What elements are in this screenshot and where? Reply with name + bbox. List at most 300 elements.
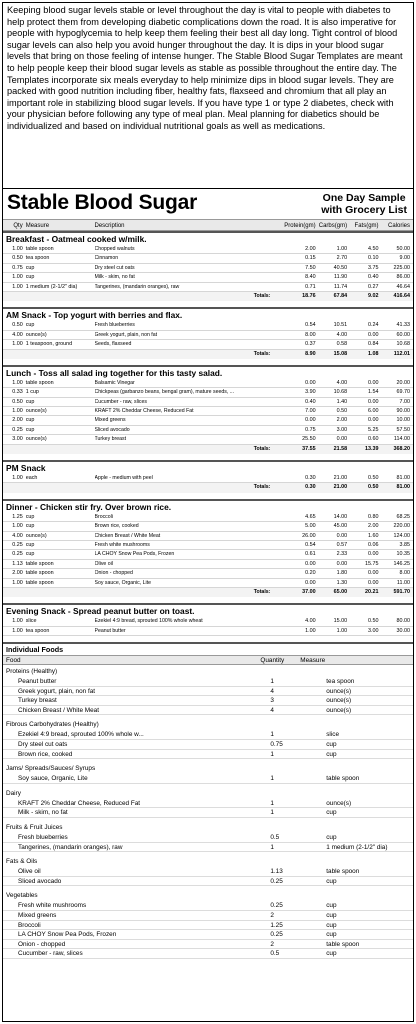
food-name: Sliced avocado [18,877,62,885]
row-description: Turkey breast [94,436,127,443]
food-measure: ounce(s) [326,687,352,695]
row-fats: 0.00 [368,417,379,424]
row-qty: 4.00 [12,331,23,338]
food-measure: ounce(s) [326,697,352,705]
row-measure: 1 cup [25,389,39,396]
row-description: Soy sauce, Organic, Lite [94,579,152,586]
row-description: Mixed greens [94,417,126,424]
row-measure: table spoon [25,570,54,577]
food-name: Dry steel cut oats [18,741,68,749]
food-quantity: 0.25 [270,931,283,939]
food-quantity: 4 [270,706,274,714]
row-protein: 0.61 [305,551,316,558]
meal-section [3,231,413,307]
row-carbs: 1.80 [336,570,348,577]
row-carbs: 0.00 [336,560,348,567]
row-qty: 1.00 [12,627,23,634]
row-fats: 0.60 [368,436,379,443]
food-measure: tea spoon [326,678,355,686]
table-row [3,569,413,578]
food-quantity: 1.25 [270,921,283,929]
table-row [3,435,413,444]
food-measure: cup [326,950,337,958]
row-protein: 0.37 [305,341,316,348]
total-fats: 0.50 [368,484,379,491]
meal-rows [3,379,413,454]
food-quantity: 2 [270,912,274,920]
meal-title: Lunch - Toss all salad ing together for this tasty salad. [3,367,413,379]
row-fats: 0.24 [368,322,379,329]
meal-rows [3,474,413,493]
row-protein: 4.00 [305,618,316,625]
food-name: Ezekiel 4:9 bread, sprouted 100% whole w... [18,731,144,739]
row-calories: 146.25 [393,560,410,567]
food-name: Broccoli [18,921,41,929]
row-calories: 57.50 [396,426,410,433]
meal-rows [3,245,413,301]
category-title: Vegetables [6,892,38,900]
row-protein: 0.00 [305,417,316,424]
row-carbs: 4.00 [336,331,348,338]
row-protein: 0.54 [305,322,316,329]
row-carbs: 0.50 [336,408,348,415]
food-name: Onion - chopped [18,940,66,948]
table-row [3,627,413,636]
food-row [3,687,413,697]
food-quantity: 1 [270,799,274,807]
row-protein: 2.00 [305,246,316,252]
food-measure: ounce(s) [326,706,352,714]
row-protein: 8.40 [305,274,316,281]
row-fats: 0.00 [368,579,379,586]
food-row [3,921,413,931]
total-calories: 416.64 [393,292,410,299]
row-protein: 0.20 [305,570,316,577]
row-measure: cup [25,264,35,271]
food-measure: cup [326,809,337,817]
row-calories: 69.70 [396,389,410,396]
row-description: Apple - medium with peel [94,475,153,482]
row-measure: cup [25,322,35,329]
intro-paragraph: Keeping blood sugar levels stable or level throughout the day is vital to people with diabetes to help protect them from developing diabetic complications down the road. It is also imperative for people with hypoglycemia to help keep them feeling their best all day long. Tight control of blood sugar levels can also help you avoid hunger throughout the day. It is dips in your blood sugar levels that bring on those feeling of intense hunger. The Stable Blood Sugar Templates are meant to help people keep their blood sugar levels as stable as possible throughout the entire day. The Templates incorporate six meals everyday to help minimize dips in blood sugar levels. They are packed with good nutrition including fiber, healthy fats, flaxseed and chromium that all play an important role in stabilizing blood sugar levels. If you have type 1 or type 2 diabetes, check with your physician before following any type of meal plan. Meal planning for diabetics should be individualized and based on individual nutritional goals as well as medications. [3,3,413,189]
table-row [3,550,413,559]
col-food-measure: Measure [300,657,326,665]
food-name: Cucumber - raw, slices [18,950,83,958]
row-carbs: 11.90 [334,274,348,281]
total-protein: 0.30 [305,484,316,491]
row-qty: 1.00 [12,341,23,348]
row-description: Ezekiel 4:9 bread, sprouted 100% whole wheat [94,618,203,625]
category-list [3,667,413,959]
table-row [3,273,413,282]
totals-label: Totals: [253,484,271,491]
row-qty: 1.00 [12,246,23,252]
food-name: Fresh white mushrooms [18,902,87,910]
food-name: Peanut butter [18,678,57,686]
row-calories: 41.33 [396,322,410,329]
row-calories: 46.64 [396,283,410,290]
meal-title: PM Snack [3,462,413,474]
col-calories: Calories [387,223,410,229]
food-row [3,740,413,750]
row-qty: 0.50 [12,398,23,405]
food-measure: table spoon [326,940,360,948]
food-quantity: 1 [270,843,274,851]
row-fats: 0.00 [368,551,379,558]
food-quantity: 1 [270,678,274,686]
category-title: Fats & Oils [6,858,38,866]
row-measure: ounce(s) [25,408,47,415]
row-calories: 50.00 [396,246,410,252]
food-measure: cup [326,834,337,842]
row-qty: 0.33 [12,389,23,396]
food-quantity: 0.75 [270,741,283,749]
totals-spacer [6,483,26,492]
plan-header [3,189,413,219]
food-row [3,911,413,921]
row-fats: 0.27 [368,283,379,290]
row-description: Milk - skim, no fat [94,274,135,281]
row-carbs: 0.00 [336,436,348,443]
food-measure: table spoon [326,868,360,876]
food-measure: cup [326,921,337,929]
food-row [3,677,413,687]
row-protein: 0.54 [305,541,316,548]
row-description: Greek yogurt, plain, non fat [94,331,158,338]
individual-foods-title: Individual Foods [6,645,64,655]
sample-subtitle [321,192,407,216]
row-description: Sliced avocado [94,426,130,433]
meal-section [3,307,413,365]
table-row [3,416,413,425]
row-qty: 0.25 [12,541,23,548]
row-carbs: 4.00 [336,379,348,386]
row-qty: 0.50 [12,255,23,262]
total-calories: 112.01 [393,350,410,357]
row-description: Cucumber - raw, slices [94,398,147,405]
table-row [3,541,413,550]
meal-table-header [3,219,413,231]
row-fats: 2.00 [368,523,379,530]
totals-spacer [26,350,95,359]
row-description: Balsamic Vinegar [94,379,135,386]
row-measure: 1 teaspoon, ground [25,341,73,348]
table-row [3,245,413,254]
meal-rows [3,617,413,636]
total-protein: 37.55 [302,445,316,452]
row-calories: 10.68 [396,341,410,348]
row-qty: 4.00 [12,532,23,539]
row-fats: 15.75 [365,560,379,567]
row-carbs: 0.57 [336,541,348,548]
row-carbs: 45.00 [333,523,348,530]
food-row [3,706,413,716]
row-calories: 30.00 [396,627,410,634]
row-calories: 124.00 [393,532,410,539]
row-description: Tangerines, (mandarin oranges), raw [94,283,180,290]
row-fats: 0.40 [368,274,379,281]
row-measure: cup [25,398,35,405]
row-fats: 0.80 [368,513,379,520]
row-qty: 0.75 [12,264,23,271]
meal-section [3,460,413,499]
totals-spacer [26,588,95,597]
row-description: Chopped walnuts [94,246,135,252]
food-quantity: 1 [270,750,274,758]
totals-row [3,588,413,597]
row-description: Chicken Breast / White Meat [94,532,161,539]
meal-title: Evening Snack - Spread peanut butter on toast. [3,605,413,617]
row-measure: cup [25,274,35,281]
plan-title: Stable Blood Sugar [7,191,198,214]
table-row [3,398,413,407]
row-measure: ounce(s) [25,532,47,539]
row-fats: 0.00 [368,379,379,386]
row-protein: 0.15 [305,255,316,262]
col-carbs: Carbs(gm) [318,223,348,229]
table-row [3,513,413,522]
row-protein: 26.00 [302,532,316,539]
totals-spacer [26,292,95,301]
meal-rows [3,513,413,598]
food-row [3,774,413,784]
total-protein: 8.90 [305,350,316,357]
total-carbs: 67.84 [333,292,348,299]
totals-row [3,350,413,359]
row-description: Cinnamon [94,255,119,262]
totals-spacer [26,445,95,454]
row-carbs: 2.70 [336,255,348,262]
table-row [3,379,413,388]
total-calories: 81.00 [396,484,410,491]
totals-label: Totals: [253,588,271,595]
row-carbs: 15.00 [333,618,348,625]
col-protein: Protein(gm) [284,223,316,229]
meal-title: Dinner - Chicken stir fry. Over brown rice. [3,501,413,513]
food-name: Brown rice, cooked [18,750,73,758]
totals-label: Totals: [253,445,271,452]
total-carbs: 21.00 [333,484,348,491]
meal-list [3,231,413,642]
row-calories: 8.00 [399,570,410,577]
row-fats: 3.75 [368,264,379,271]
row-protein: 0.71 [305,283,316,290]
row-carbs: 1.40 [336,398,348,405]
food-name: Fresh blueberries [18,834,68,842]
category-title: Fibrous Carbohydrates (Healthy) [6,721,99,729]
food-name: Chicken Breast / White Meat [18,706,99,714]
row-measure: table spoon [25,560,54,567]
row-carbs: 11.74 [334,283,348,290]
row-fats: 3.00 [368,627,379,634]
row-calories: 60.00 [396,331,410,338]
food-name: KRAFT 2% Cheddar Cheese, Reduced Fat [18,799,141,807]
row-carbs: 40.50 [333,264,348,271]
row-calories: 20.00 [396,379,410,386]
col-description: Description [94,223,125,229]
category-title: Fruits & Fruit Juices [6,824,63,832]
row-description: Peanut butter [94,627,126,634]
food-quantity: 4 [270,687,274,695]
row-description: Onion - chopped [94,570,133,577]
row-qty: 0.25 [12,426,23,433]
col-qty: Qty [13,223,23,229]
row-fats: 0.50 [368,618,379,625]
row-carbs: 1.30 [336,579,348,586]
table-row [3,283,413,292]
totals-label: Totals: [253,350,271,357]
food-measure: cup [326,931,337,939]
row-protein: 0.40 [305,398,316,405]
food-quantity: 3 [270,697,274,705]
row-fats: 0.00 [368,570,379,577]
row-measure: 1 medium (2-1/2" dia) [25,283,78,290]
table-row [3,321,413,330]
row-qty: 1.00 [12,618,23,625]
meal-title: Breakfast - Oatmeal cooked w/milk. [3,233,413,245]
row-measure: ounce(s) [25,436,47,443]
food-row [3,843,413,853]
row-description: KRAFT 2% Cheddar Cheese, Reduced Fat [94,408,194,415]
totals-spacer [6,350,26,359]
category-title: Proteins (Healthy) [6,668,58,676]
food-row [3,730,413,740]
row-calories: 7.00 [399,398,410,405]
food-name: Soy sauce, Organic, Lite [18,775,88,783]
food-quantity: 0.25 [270,877,283,885]
row-calories: 114.00 [393,436,410,443]
row-measure: cup [25,541,35,548]
row-fats: 5.25 [368,426,379,433]
food-row [3,867,413,877]
row-qty: 1.00 [12,283,23,290]
row-calories: 220.00 [393,523,410,530]
food-row [3,833,413,843]
row-protein: 4.65 [305,513,316,520]
row-description: Fresh white mushrooms [94,541,150,548]
meal-rows [3,321,413,359]
row-protein: 7.00 [305,408,316,415]
row-fats: 1.60 [368,532,379,539]
row-carbs: 2.33 [336,551,348,558]
food-row [3,940,413,950]
row-protein: 1.00 [305,627,316,634]
row-protein: 0.30 [305,475,316,482]
row-protein: 0.75 [305,426,316,433]
total-calories: 368.20 [393,445,410,452]
food-row [3,808,413,818]
table-row [3,331,413,340]
food-name: Olive oil [18,868,41,876]
row-measure: cup [25,513,35,520]
row-calories: 11.00 [396,579,410,586]
row-fats: 6.00 [368,408,379,415]
row-measure: ounce(s) [25,331,47,338]
row-calories: 10.35 [396,551,410,558]
food-quantity: 2 [270,940,274,948]
row-carbs: 2.00 [336,417,348,424]
row-description: Olive oil [94,560,113,567]
row-measure: cup [25,523,35,530]
page-frame [2,2,414,1022]
sample-line-2: with Grocery List [321,204,407,216]
row-protein: 0.00 [305,579,316,586]
table-row [3,407,413,416]
individual-foods-header [3,655,413,665]
total-carbs: 21.58 [333,445,348,452]
row-carbs: 21.00 [333,475,348,482]
totals-spacer [6,445,26,454]
row-measure: tea spoon [25,255,50,262]
row-fats: 0.00 [368,398,379,405]
row-carbs: 14.00 [333,513,348,520]
row-qty: 1.00 [12,408,23,415]
row-measure: slice [25,618,37,625]
food-name: Greek yogurt, plain, non fat [18,687,96,695]
row-carbs: 1.00 [336,246,348,252]
col-measure: Measure [25,223,50,229]
row-calories: 80.00 [396,618,410,625]
row-measure: cup [25,417,35,424]
table-row [3,522,413,531]
table-row [3,426,413,435]
row-qty: 1.00 [12,579,23,586]
food-quantity: 1 [270,809,274,817]
row-protein: 8.00 [305,331,316,338]
food-measure: slice [326,731,340,739]
category-title: Dairy [6,789,21,797]
col-food: Food [6,657,21,665]
row-calories: 68.25 [396,513,410,520]
row-carbs: 1.00 [336,627,348,634]
row-protein: 7.50 [305,264,316,271]
food-name: Turkey breast [18,697,57,705]
totals-spacer [6,292,26,301]
meal-title: AM Snack - Top yogurt with berries and flax. [3,309,413,321]
row-calories: 3.85 [399,541,410,548]
row-qty: 3.00 [12,436,23,443]
row-description: Chickpeas (garbanzo beans, bengal gram), mature seeds, ... [94,389,235,396]
table-row [3,579,413,588]
row-qty: 1.00 [12,475,23,482]
row-description: Dry steel cut oats [94,264,135,271]
row-measure: cup [25,551,35,558]
food-measure: cup [326,741,337,749]
food-row [3,696,413,706]
row-calories: 10.00 [396,417,410,424]
row-description: Brown rice, cooked [94,523,139,530]
food-measure: table spoon [326,775,360,783]
row-protein: 25.50 [302,436,316,443]
row-fats: 0.06 [368,541,379,548]
food-row [3,949,413,959]
table-row [3,340,413,349]
row-description: Seeds, flaxseed [94,341,132,348]
row-protein: 5.00 [305,523,316,530]
total-fats: 1.08 [368,350,379,357]
table-row [3,264,413,273]
row-qty: 1.25 [12,513,23,520]
food-measure: cup [326,902,337,910]
food-name: LA CHOY Snow Pea Pods, Frozen [18,931,117,939]
totals-spacer [26,483,95,492]
total-calories: 591.70 [393,588,410,595]
row-measure: each [25,475,38,482]
total-protein: 18.76 [302,292,316,299]
row-protein: 3.90 [305,389,316,396]
row-calories: 9.00 [399,255,410,262]
col-quantity: Quantity [260,657,285,665]
